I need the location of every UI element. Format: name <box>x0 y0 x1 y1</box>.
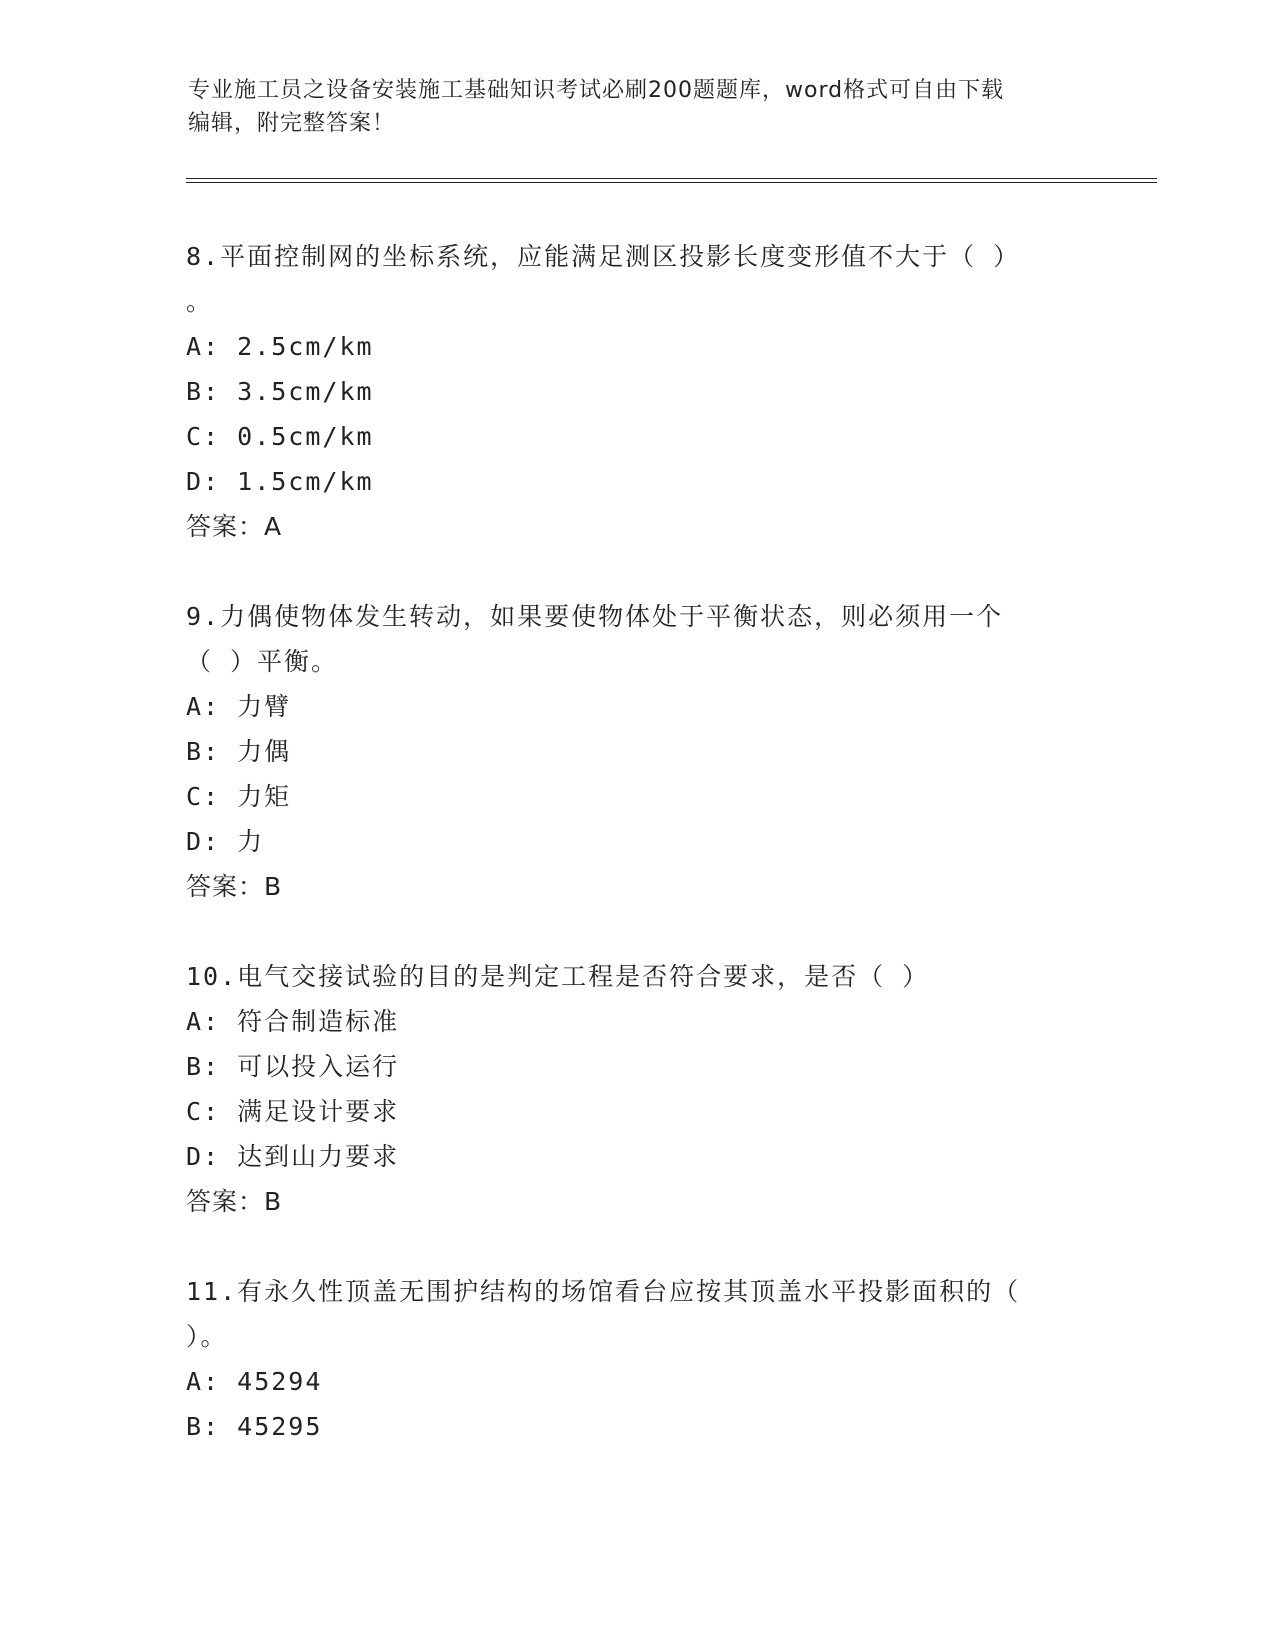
option-a: A: 符合制造标准 <box>186 1007 400 1036</box>
question-stem: 9.力偶使物体发生转动，如果要使物体处于平衡状态，则必须用一个 <box>186 602 1004 631</box>
question-stem: 10.电气交接试验的目的是判定工程是否符合要求，是否（ ） <box>186 962 930 991</box>
question-stem-continuation: （ ）平衡。 <box>186 647 339 676</box>
option-a: A: 45294 <box>186 1367 323 1396</box>
question-stem-continuation: 。 <box>186 287 214 316</box>
question-10 <box>186 954 1086 1224</box>
header-divider <box>186 178 1157 183</box>
option-c: C: 满足设计要求 <box>186 1097 400 1126</box>
question-stem: 8.平面控制网的坐标系统，应能满足测区投影长度变形值不大于（ ） <box>186 242 1021 271</box>
option-a: A: 力臂 <box>186 692 292 721</box>
option-c: C: 力矩 <box>186 782 292 811</box>
option-d: D: 力 <box>186 827 265 856</box>
answer-line: 答案：B <box>186 1187 283 1216</box>
answer-line: 答案：A <box>186 512 283 541</box>
answer-line: 答案：B <box>186 872 283 901</box>
option-c: C: 0.5cm/km <box>186 422 374 451</box>
option-b: B: 3.5cm/km <box>186 377 374 406</box>
header-title-line-1: 专业施工员之设备安装施工基础知识考试必刷200题题库，word格式可自由下载 <box>188 78 1005 103</box>
question-9 <box>186 594 1086 909</box>
document-header <box>188 74 1088 140</box>
question-list <box>186 234 1086 1449</box>
question-11 <box>186 1269 1086 1449</box>
question-8 <box>186 234 1086 549</box>
option-b: B: 力偶 <box>186 737 292 766</box>
question-stem-continuation: ）。 <box>186 1322 228 1351</box>
option-a: A: 2.5cm/km <box>186 332 374 361</box>
option-b: B: 可以投入运行 <box>186 1052 400 1081</box>
header-title-line-2: 编辑，附完整答案！ <box>188 111 396 136</box>
option-d: D: 达到山力要求 <box>186 1142 400 1171</box>
question-stem: 11.有永久性顶盖无围护结构的场馆看台应按其顶盖水平投影面积的（ <box>186 1277 1021 1306</box>
option-b: B: 45295 <box>186 1412 323 1441</box>
option-d: D: 1.5cm/km <box>186 467 374 496</box>
